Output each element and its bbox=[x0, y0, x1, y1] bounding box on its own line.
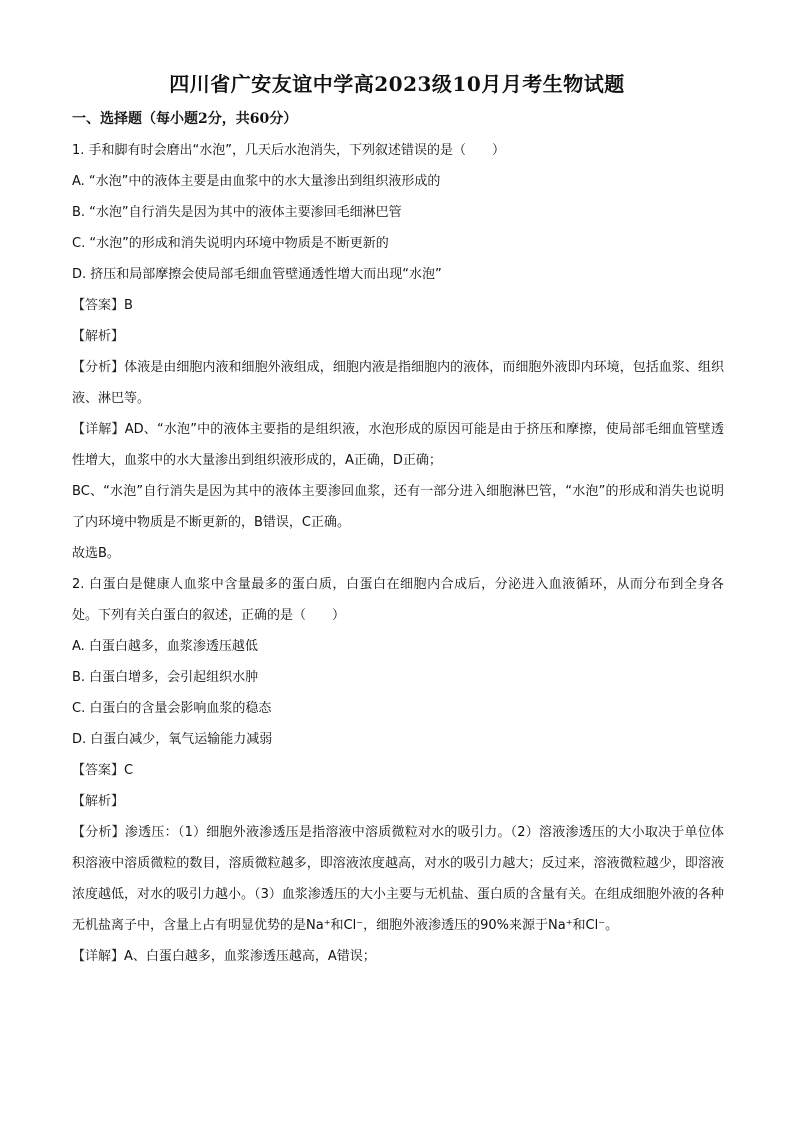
analysis-text: 体液是由细胞内液和细胞外液组成，细胞内液是指细胞内的液体，而细胞外液即内环境，包括血浆、组织液、淋巴等。 bbox=[72, 360, 724, 406]
question-1-answer bbox=[72, 290, 724, 321]
question-2-analysis bbox=[72, 817, 724, 941]
question-2-stem: 2. 白蛋白是健康人血浆中含量最多的蛋白质，白蛋白在细胞内合成后，分泌进入血液循环，从而分布到全身各处。下列有关白蛋白的叙述，正确的是（ ） bbox=[72, 577, 724, 623]
question-1-conclusion: 故选B。 bbox=[72, 546, 120, 561]
question-1-analysis-heading: 【解析】 bbox=[72, 329, 125, 344]
question-1-option-c: C. “水泡”的形成和消失说明内环境中物质是不断更新的 bbox=[72, 236, 389, 251]
question-2-option-d: D. 白蛋白减少，氧气运输能力减弱 bbox=[72, 732, 273, 747]
question-1-option-b: B. “水泡”自行消失是因为其中的液体主要渗回毛细淋巴管 bbox=[72, 205, 402, 220]
question-2-option-a: A. 白蛋白越多，血浆渗透压越低 bbox=[72, 639, 258, 654]
question-1-option-d: D. 挤压和局部摩擦会使局部毛细血管壁通透性增大而出现“水泡” bbox=[72, 267, 442, 282]
document-body bbox=[72, 104, 724, 972]
question-2-option-c: C. 白蛋白的含量会影响血浆的稳态 bbox=[72, 701, 272, 716]
answer-tag: 【答案】 bbox=[72, 763, 125, 778]
detail-text: AD、“水泡”中的液体主要指的是组织液，水泡形成的原因可能是由于挤压和摩擦，使局部毛细血管壁透性增大，血浆中的水大量渗出到组织液形成的，A正确，D正确； bbox=[72, 422, 724, 468]
answer-value: B bbox=[124, 298, 133, 313]
answer-value: C bbox=[124, 763, 134, 778]
answer-tag: 【答案】 bbox=[72, 298, 125, 313]
detail-text: A、白蛋白越多，血浆渗透压越高，A错误； bbox=[124, 949, 376, 964]
question-1-analysis bbox=[72, 352, 724, 414]
question-1-option-a: A. “水泡”中的液体主要是由血浆中的水大量渗出到组织液形成的 bbox=[72, 174, 441, 189]
question-1-detail-continued: BC、“水泡”自行消失是因为其中的液体主要渗回血浆，还有一部分进入细胞淋巴管，“水泡”的形成和消失也说明了内环境中物质是不断更新的，B错误，C正确。 bbox=[72, 484, 724, 530]
analysis-tag: 【分析】 bbox=[72, 825, 125, 840]
analysis-tag: 【分析】 bbox=[72, 360, 125, 375]
question-2-answer bbox=[72, 755, 724, 786]
question-1-detail bbox=[72, 414, 724, 476]
analysis-text: 渗透压：（1）细胞外液渗透压是指溶液中溶质微粒对水的吸引力。（2）溶液渗透压的大小取决于单位体积溶液中溶质微粒的数目，溶质微粒越多，即溶液浓度越高，对水的吸引力越大；反过来，溶液微粒越少，即溶液浓度越低，对水的吸引力越小。（3）血浆渗透压的大小主要与无机盐、蛋白质的含量有关。在组成细胞外液的各种无机盐离子中，含量上占有明显优势的是Na⁺和Cl⁻，细胞外液渗透压的90%来源于Na⁺和Cl⁻。 bbox=[72, 825, 724, 933]
question-2-analysis-heading: 【解析】 bbox=[72, 794, 125, 809]
detail-tag: 【详解】 bbox=[72, 422, 125, 437]
question-2-option-b: B. 白蛋白增多，会引起组织水肿 bbox=[72, 670, 259, 685]
question-2-detail bbox=[72, 941, 724, 972]
detail-tag: 【详解】 bbox=[72, 949, 125, 964]
document-title: 四川省广安友谊中学高2023级10月月考生物试题 bbox=[169, 72, 625, 96]
section-heading: 一、选择题（每小题2分，共60分） bbox=[72, 111, 298, 127]
question-1-stem: 1. 手和脚有时会磨出“水泡”，几天后水泡消失，下列叙述错误的是（ ） bbox=[72, 143, 506, 158]
